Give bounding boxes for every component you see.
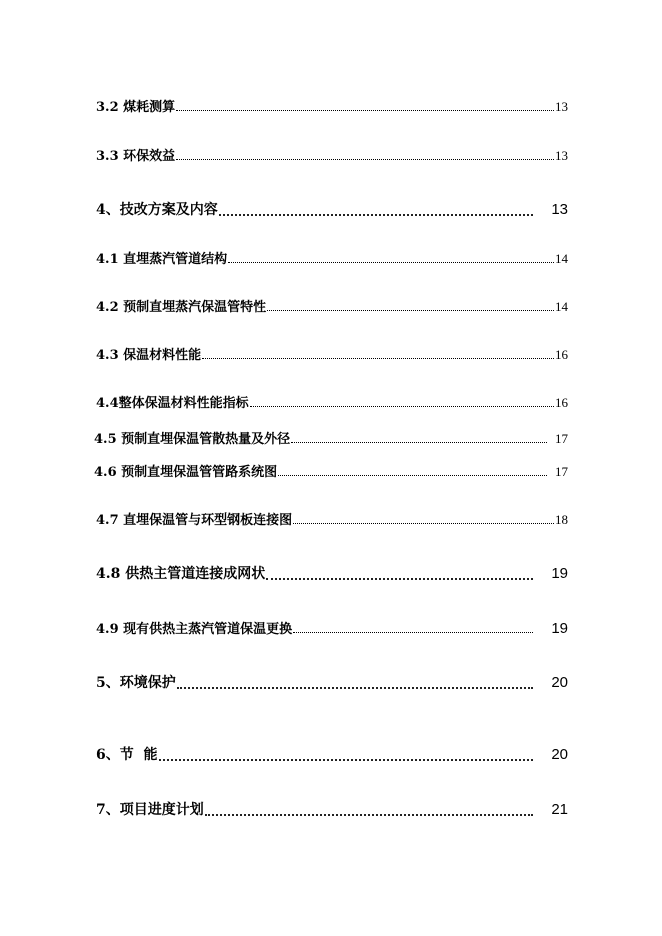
toc-entry-page: 16: [555, 347, 568, 362]
toc-entry-page: 14: [555, 251, 568, 266]
toc-entry-title: 4.8 供热主管道连接成网状: [96, 566, 266, 582]
toc-entry-title: 7、项目进度计划: [96, 802, 204, 818]
toc-entry-title: 4.3 保温材料性能: [96, 348, 202, 363]
toc-leader-dots: [293, 632, 533, 633]
toc-entry-page: 13: [555, 148, 568, 163]
toc-entry-page: 18: [555, 512, 568, 527]
toc-entry-title: 4.4整体保温材料性能指标: [96, 396, 249, 411]
toc-entry[interactable]: [94, 428, 568, 447]
toc-entry-page: 14: [555, 299, 568, 314]
toc-entry-page: 20: [551, 674, 568, 691]
toc-entry[interactable]: [96, 96, 568, 115]
toc-entry[interactable]: [96, 563, 568, 583]
toc-entry[interactable]: [96, 344, 568, 363]
toc-leader-dots: [267, 310, 554, 311]
toc-entry-title: 4.2 预制直埋蒸汽保温管特性: [96, 300, 267, 315]
toc-leader-dots: [159, 759, 534, 761]
toc-entry-title: 4.9 现有供热主蒸汽管道保温更换: [96, 622, 293, 637]
toc-entry-title: 4.5 预制直埋保温管散热量及外径: [94, 432, 291, 447]
toc-entry-title: 4.7 直埋保温管与环型钢板连接图: [96, 513, 293, 528]
toc-entry-title: 6、节 能: [96, 747, 158, 763]
toc-leader-dots: [219, 214, 534, 216]
toc-entry[interactable]: [94, 461, 568, 480]
toc-leader-dots: [266, 578, 533, 580]
toc-entry-page: 13: [551, 201, 568, 218]
toc-entry[interactable]: [96, 672, 568, 692]
toc-entry-title: 5、环境保护: [96, 675, 176, 691]
toc-leader-dots: [202, 358, 554, 359]
toc-entry-title: 3.3 环保效益: [96, 149, 176, 164]
toc-entry[interactable]: [96, 392, 568, 411]
toc-leader-dots: [228, 262, 554, 263]
toc-entry-page: 19: [551, 620, 568, 637]
toc-entry-page: 16: [555, 395, 568, 410]
toc-entry[interactable]: [96, 618, 568, 637]
toc-entry-page: 17: [555, 431, 568, 446]
toc-leader-dots: [177, 687, 534, 689]
toc-entry-title: 4、技改方案及内容: [96, 202, 218, 218]
toc-leader-dots: [293, 523, 554, 524]
toc-entry[interactable]: [96, 145, 568, 164]
toc-entry-title: 4.6 预制直埋保温管管路系统图: [94, 465, 278, 480]
toc-entry-title: 4.1 直埋蒸汽管道结构: [96, 252, 228, 267]
toc-leader-dots: [176, 159, 554, 160]
toc-entry[interactable]: [96, 296, 568, 315]
toc-entry-page: 20: [551, 746, 568, 763]
toc-leader-dots: [291, 442, 547, 443]
toc-entry-page: 13: [555, 99, 568, 114]
toc-entry-page: 19: [551, 565, 568, 582]
toc-leader-dots: [278, 475, 547, 476]
toc-entry[interactable]: [96, 248, 568, 267]
toc-entry-title: 3.2 煤耗测算: [96, 100, 176, 115]
toc-entry[interactable]: [96, 744, 568, 764]
toc-leader-dots: [250, 406, 554, 407]
toc-entry[interactable]: [96, 799, 568, 819]
toc-entry[interactable]: [96, 509, 568, 528]
toc-leader-dots: [176, 110, 554, 111]
toc-entry[interactable]: [96, 199, 568, 219]
toc-entry-page: 21: [551, 801, 568, 818]
toc-entry-page: 17: [555, 464, 568, 479]
toc-leader-dots: [205, 814, 534, 816]
